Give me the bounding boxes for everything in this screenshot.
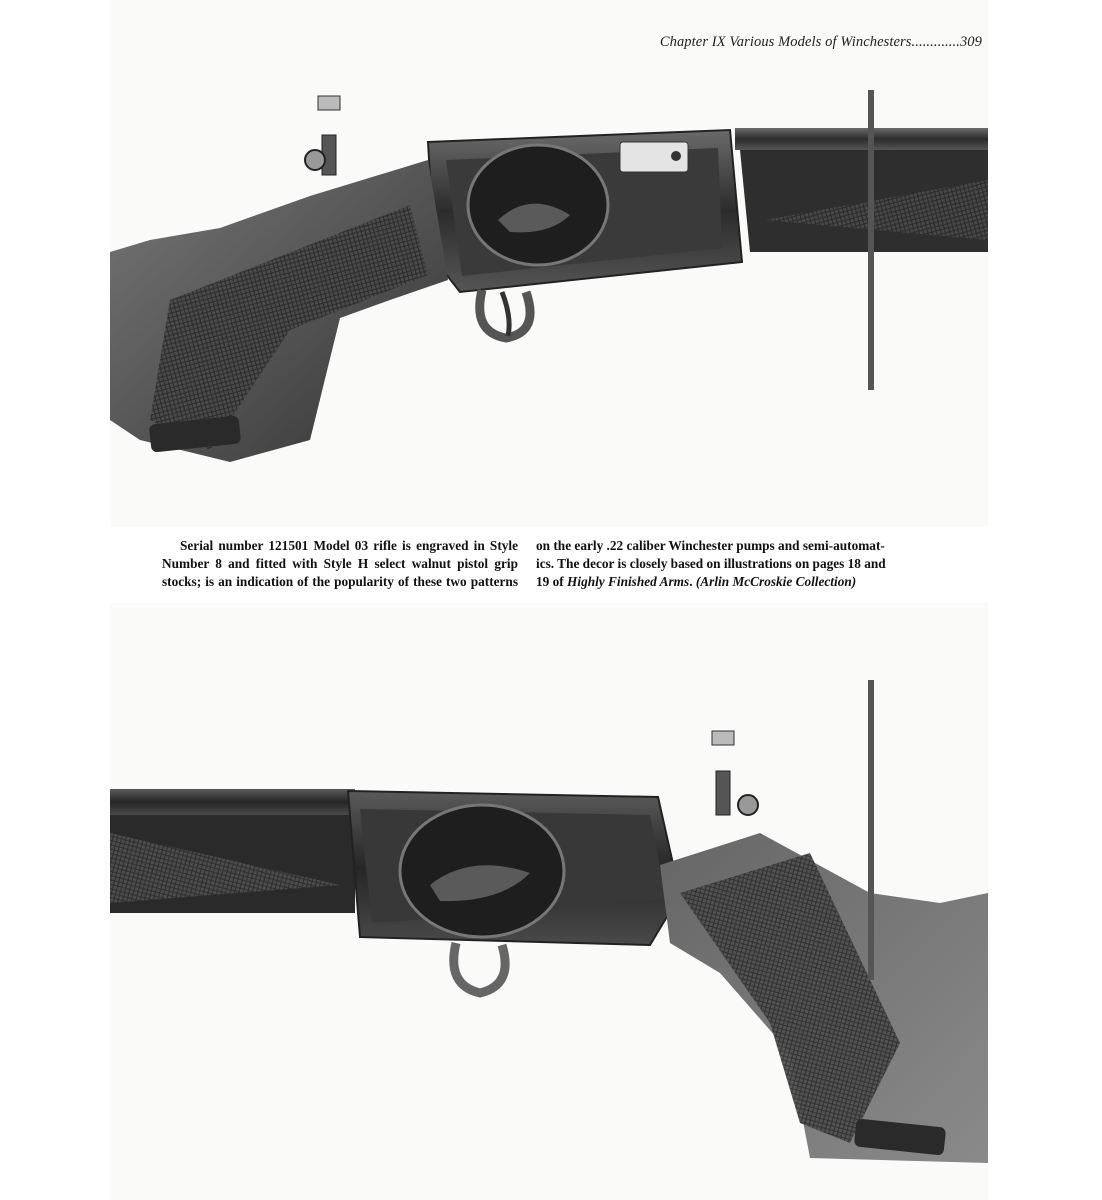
book-title: Highly Finished Arms: [567, 574, 690, 589]
caption: [110, 527, 988, 603]
caption-left-column: [162, 537, 518, 591]
rifle-illustration-bottom: [110, 603, 988, 1200]
caption-line: Number 8 and fitted with Style H select walnut pistol grip: [162, 556, 518, 571]
collection-credit: (Arlin McCroskie Collection): [695, 574, 857, 589]
caption-line: [536, 573, 870, 591]
caption-line: ics. The decor is closely based on illustrations on pages 18 and: [536, 556, 886, 571]
caption-line: stocks; is an indication of the popularity of these two patterns: [162, 574, 518, 589]
rifle-photo-bottom: [110, 603, 988, 1200]
rifle-illustration-top: [110, 0, 988, 527]
caption-text: 19 of: [536, 574, 568, 589]
caption-text: .: [689, 574, 696, 589]
page-edge-shadow: [868, 90, 874, 390]
caption-line: Serial number 121501 Model 03 rifle is engraved in Style: [180, 538, 518, 553]
page-edge-shadow: [868, 680, 874, 980]
caption-right-column: [536, 537, 886, 591]
running-head: Chapter IX Various Models of Winchesters.............309: [659, 34, 982, 50]
caption-line: on the early .22 caliber Winchester pumps and semi-automat-: [536, 538, 885, 553]
rifle-photo-top: [110, 0, 988, 527]
